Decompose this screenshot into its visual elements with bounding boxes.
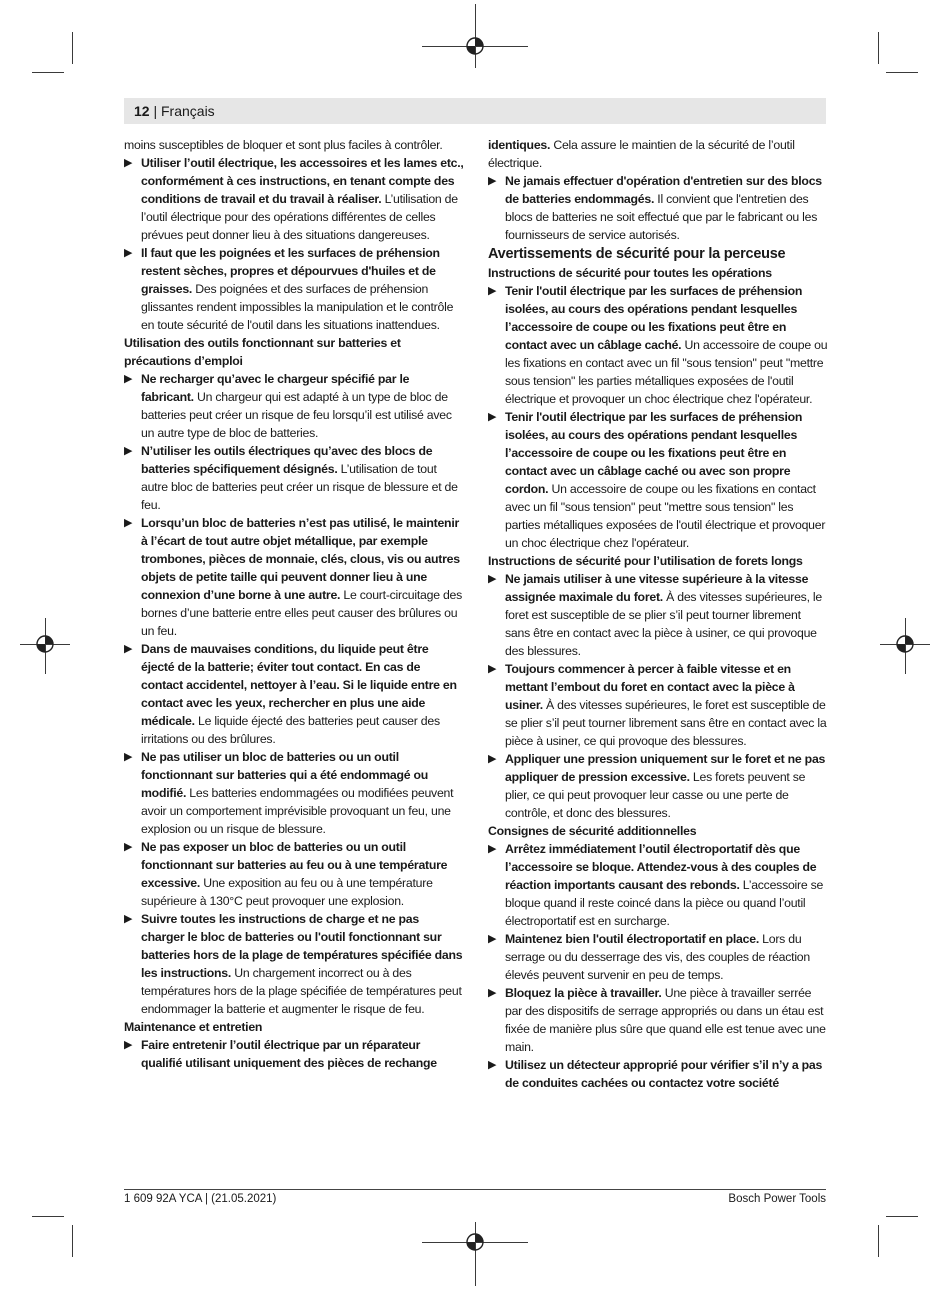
section-title-long-bits: Instructions de sécurité pour l’utilisation de forets longs (488, 554, 803, 568)
warning-item (124, 748, 464, 838)
bullet-arrow-icon: ▶ (124, 373, 133, 385)
bullet-arrow-icon: ▶ (488, 573, 497, 585)
bullet-arrow-icon: ▶ (488, 175, 497, 187)
warning-item (488, 930, 828, 984)
warning-list (488, 570, 828, 822)
warning-explanation-text: L’utilisation de l’outil électrique pour des opérations différentes de celles prévues peut donner lieu à des situations dangereuses. (141, 192, 458, 242)
crop-mark (72, 32, 73, 64)
warning-bold-text: Ne jamais utiliser à une vitesse supérieure à la vitesse assignée maximale du foret. (505, 572, 809, 604)
warning-bold-text: Faire entretenir l’outil électrique par un réparateur qualifié utilisant uniquement des pièces de rechange (141, 1038, 437, 1070)
warning-list (488, 840, 828, 1092)
bullet-arrow-icon: ▶ (488, 411, 497, 423)
warning-item (124, 514, 464, 640)
bullet-arrow-icon: ▶ (124, 1039, 133, 1051)
warning-bold-text: Lorsqu’un bloc de batteries n’est pas utilisé, le maintenir à l’écart de tout autre objet métallique, par exemple trombones, pièces de monnaie, clés, clous, vis ou autres objets de petite taille qui peuvent donner lieu à une connexion d’une borne à une autre. (141, 516, 460, 602)
page-header (124, 98, 826, 124)
page-language: Français (161, 103, 215, 119)
bullet-arrow-icon: ▶ (488, 987, 497, 999)
warning-list (124, 154, 464, 334)
continuation-bold: identiques. (488, 138, 551, 152)
warning-bold-text: Ne pas exposer un bloc de batteries ou un outil fonctionnant sur batteries au feu ou à une température excessive. (141, 840, 448, 890)
warning-explanation-text: Les batteries endommagées ou modifiées peuvent avoir un comportement imprévisible provoquant un feu, une explosion ou un risque de blessure. (141, 786, 454, 836)
warning-list (488, 172, 828, 244)
bullet-arrow-icon: ▶ (488, 933, 497, 945)
warning-item (124, 442, 464, 514)
footer-divider (124, 1189, 826, 1190)
bullet-arrow-icon: ▶ (124, 751, 133, 763)
warning-item (488, 1056, 828, 1092)
warning-item (124, 838, 464, 910)
warning-item (124, 640, 464, 748)
warning-bold-text: Utilisez un détecteur approprié pour vérifier s’il n’y a pas de conduites cachées ou contactez votre société (505, 1058, 823, 1090)
warning-item (124, 910, 464, 1018)
header-separator: | (153, 103, 158, 119)
page-header-text (134, 102, 215, 120)
warning-explanation-text: Un chargement incorrect ou à des températures hors de la plage spécifiée de températures peut endommager la batterie et augmenter le risque de feu. (141, 966, 462, 1016)
bullet-arrow-icon: ▶ (488, 753, 497, 765)
warning-bold-text: Arrêtez immédiatement l’outil électroportatif dès que l’accessoire se bloque. Attendez-vous à des couples de réaction importants causant des rebonds. (505, 842, 817, 892)
warning-item (488, 408, 828, 552)
left-column (124, 136, 464, 1072)
warning-bold-text: Toujours commencer à percer à faible vitesse et en mettant l’embout du foret en contact avec la pièce à usiner. (505, 662, 795, 712)
warning-explanation-text: À des vitesses supérieures, le foret est susceptible de se plier s’il peut tourner librement sans être en contact avec la pièce à usiner, ce qui provoque des blessures. (505, 590, 822, 658)
warning-bold-text: Utiliser l’outil électrique, les accessoires et les lames etc., conformément à ces instructions, en tenant compte des conditions de travail et du travail à réaliser. (141, 156, 464, 206)
warning-item (124, 1036, 464, 1072)
warning-item (488, 660, 828, 750)
crop-mark (878, 1225, 879, 1257)
section-title-all-operations: Instructions de sécurité pour toutes les opérations (488, 266, 772, 280)
page-number: 12 (134, 103, 150, 119)
warning-bold-text: Dans de mauvaises conditions, du liquide peut être éjecté de la batterie; éviter tout contact. En cas de contact accidentel, nettoyer à l’eau. Si le liquide entre en contact avec les yeux, rechercher en plus une aide médicale. (141, 642, 457, 728)
warning-item (488, 570, 828, 660)
warning-explanation-text: Le court-circuitage des bornes d’une batterie entre elles peut causer des brûlures ou un feu. (141, 588, 463, 638)
warning-item (488, 840, 828, 930)
footer-doc-code: 1 609 92A YCA | (21.05.2021) (124, 1193, 277, 1205)
bullet-arrow-icon: ▶ (124, 913, 133, 925)
bullet-arrow-icon: ▶ (488, 843, 497, 855)
warning-item (488, 750, 828, 822)
warning-explanation-text: L’accessoire se bloque quand il reste coincé dans la pièce ou quand l’outil électroportatif est en surcharge. (505, 878, 824, 928)
crop-mark (878, 32, 879, 64)
warning-item (488, 172, 828, 244)
lead-text: moins susceptibles de bloquer et sont plus faciles à contrôler. (124, 138, 443, 152)
warning-explanation-text: Lors du serrage ou du desserrage des vis, des couples de réaction élevés peuvent survenir en peu de temps. (505, 932, 810, 982)
warning-explanation-text: Les forets peuvent se plier, ce qui peut provoquer leur casse ou une perte de contrôle, et donc des blessures. (505, 770, 806, 820)
warning-bold-text: Bloquez la pièce à travailler. (505, 986, 662, 1000)
crop-mark (886, 72, 918, 73)
warning-explanation-text: Une exposition au feu ou à une température supérieure à 130°C peut provoquer une explosion. (141, 876, 433, 908)
warning-explanation-text: Une pièce à travailler serrée par des dispositifs de serrage appropriés ou dans un étau est fixée de manière plus sûre que quand elle est tenue avec une main. (505, 986, 826, 1054)
warning-bold-text: Maintenez bien l'outil électroportatif en place. (505, 932, 759, 946)
warning-item (124, 244, 464, 334)
registration-mark-icon (463, 1230, 487, 1254)
warning-bold-text: Appliquer une pression uniquement sur le foret et ne pas appliquer de pression excessive. (505, 752, 826, 784)
right-column (488, 136, 828, 1092)
warning-list (124, 1036, 464, 1072)
registration-mark-icon (463, 34, 487, 58)
registration-mark-icon (893, 632, 917, 656)
crop-mark (32, 72, 64, 73)
bullet-arrow-icon: ▶ (124, 643, 133, 655)
crop-mark (32, 1216, 64, 1217)
warning-explanation-text: Un accessoire de coupe ou les fixations en contact avec un fil "sous tension" peut "mettre sous tension" les parties métalliques exposées de l'outil électrique et provoquer un choc électrique chez l'opérateur. (505, 482, 826, 550)
continuation-normal: Cela assure le maintien de la sécurité de l’outil électrique. (488, 138, 795, 170)
bullet-arrow-icon: ▶ (488, 285, 497, 297)
registration-mark-icon (33, 632, 57, 656)
warning-explanation-text: À des vitesses supérieures, le foret est susceptible de se plier s’il peut tourner librement sans être en contact avec la pièce à usiner, ce qui provoque des blessures. (505, 698, 827, 748)
section-heading-drill: Avertissements de sécurité pour la perceuse (488, 246, 786, 262)
warning-bold-text: Ne recharger qu’avec le chargeur spécifié par le fabricant. (141, 372, 410, 404)
warning-bold-text: N’utiliser les outils électriques qu’avec des blocs de batteries spécifiquement désignés. (141, 444, 433, 476)
warning-bold-text: Ne jamais effectuer d'opération d'entretien sur des blocs de batteries endommagés. (505, 174, 822, 206)
bullet-arrow-icon: ▶ (124, 841, 133, 853)
bullet-arrow-icon: ▶ (124, 445, 133, 457)
warning-explanation-text: Un accessoire de coupe ou les fixations en contact avec un fil "sous tension" peut "mettre sous tension" les parties métalliques exposées de l'outil électrique et provoquer un choc électrique chez l'opérateur. (505, 338, 828, 406)
warning-explanation-text: Le liquide éjecté des batteries peut causer des irritations ou des brûlures. (141, 714, 440, 746)
bullet-arrow-icon: ▶ (488, 663, 497, 675)
crop-mark (72, 1225, 73, 1257)
warning-item (488, 282, 828, 408)
warning-bold-text: Il faut que les poignées et les surfaces de préhension restent sèches, propres et dépourvues d'huiles et de graisses. (141, 246, 440, 296)
warning-explanation-text: Un chargeur qui est adapté à un type de bloc de batteries peut créer un risque de feu lorsqu’il est utilisé avec un autre type de bloc de batteries. (141, 390, 452, 440)
warning-bold-text: Suivre toutes les instructions de charge et ne pas charger le bloc de batteries ou l'outil fonctionnant sur batteries hors de la plage de températures spécifiée dans les instructions. (141, 912, 463, 980)
warning-list (124, 370, 464, 1018)
warning-explanation-text: Il convient que l'entretien des blocs de batteries ne soit effectué que par le fabricant ou les fournisseurs de service autorisés. (505, 192, 818, 242)
warning-list (488, 282, 828, 552)
warning-explanation-text: L’utilisation de tout autre bloc de batteries peut créer un risque de blessure et de feu. (141, 462, 458, 512)
section-title-batteries: Utilisation des outils fonctionnant sur batteries et précautions d’emploi (124, 336, 401, 368)
warning-bold-text: Tenir l'outil électrique par les surfaces de préhension isolées, au cours des opérations pendant lesquelles l’accessoire de coupe ou les fixations peut être en contact avec un câblage caché ou avec son propre cordon. (505, 410, 803, 496)
warning-item (124, 370, 464, 442)
footer-brand: Bosch Power Tools (728, 1193, 826, 1205)
bullet-arrow-icon: ▶ (124, 157, 133, 169)
bullet-arrow-icon: ▶ (124, 247, 133, 259)
bullet-arrow-icon: ▶ (488, 1059, 497, 1071)
warning-item (488, 984, 828, 1056)
crop-mark (886, 1216, 918, 1217)
section-title-additional: Consignes de sécurité additionnelles (488, 824, 697, 838)
warning-bold-text: Tenir l'outil électrique par les surfaces de préhension isolées, au cours des opérations pendant lesquelles l’accessoire de coupe ou les fixations peut être en contact avec un câblage caché. (505, 284, 803, 352)
warning-bold-text: Ne pas utiliser un bloc de batteries ou un outil fonctionnant sur batteries qui a été endommagé ou modifié. (141, 750, 429, 800)
section-title-maintenance: Maintenance et entretien (124, 1020, 263, 1034)
warning-explanation-text: Des poignées et des surfaces de préhension glissantes rendent impossibles la manipulation et le contrôle en toute sécurité de l'outil dans les situations inattendues. (141, 282, 454, 332)
bullet-arrow-icon: ▶ (124, 517, 133, 529)
warning-item (124, 154, 464, 244)
continuation-text (488, 136, 828, 172)
